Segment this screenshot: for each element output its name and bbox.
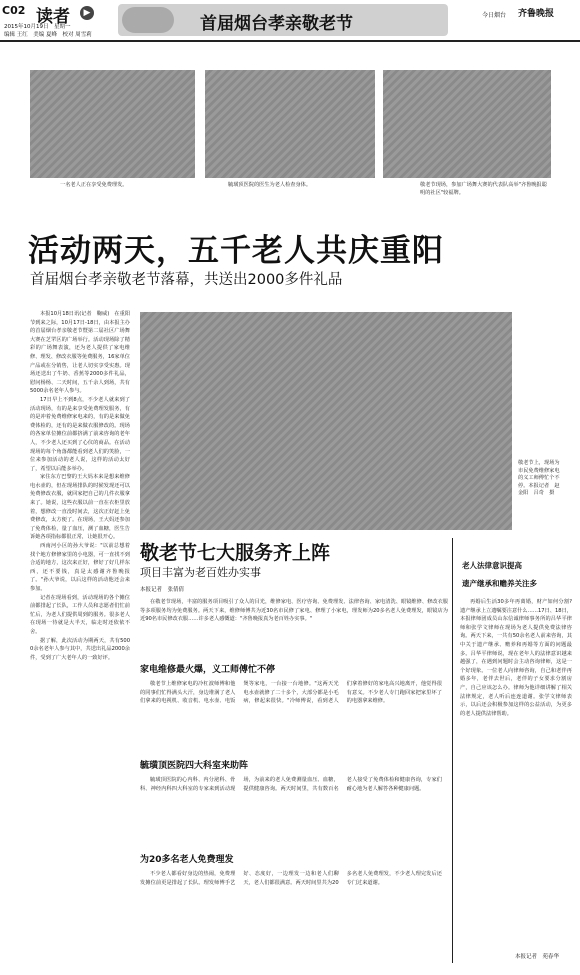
services-byline: 本报记者 张倩倩	[140, 587, 185, 593]
side-title-1: 老人法律意识提高	[462, 561, 522, 570]
services-subtitle: 项目丰富为老百姓办实事	[140, 566, 261, 579]
banner-title: 首届烟台孝亲敬老节	[200, 14, 353, 34]
caption-checkup: 毓璜顶医院的医生为老人检查身体。	[228, 182, 312, 188]
paper-city: 今日烟台	[482, 12, 507, 19]
masthead	[0, 0, 580, 42]
editors-line: 编辑 王红 美编 夏峰 校对 周雪莉	[4, 32, 92, 38]
hospital-body: 毓璜顶医院的心内科、内分泌科、骨科、神经内科四大科室的专家来到活动现场，为前来的老人免费测量血压、血糖，提供健康咨询。两天时间里，共有数百名老人接受了免费体检和健康咨询，专家们耐心地为老人解答各种健康问题。	[140, 777, 442, 792]
side-title-2: 遗产继承和赡养关注多	[462, 579, 537, 588]
main-headline: 活动两天，五千老人共庆重阳	[28, 233, 444, 269]
story-paragraph: 西南河小区的孙大爷说："以前总想着找个地方修修家里的小电器，可一直找不到合适的地方，这次来正好，修好了好几样东西，还不要钱，真是太感谢齐鲁晚报了。"孙大爷说，以后这样的活动他还会来参加。	[30, 543, 130, 592]
story-lead: 本报10月18日讯(记者 鞠威) 在重阳节到来之际，10月17日-18日，由本报主办的首届烟台孝亲敬老节暨第二届社区广场舞大赛在芝罘区的广场举行。活动现场除了精彩的广场舞表演，还为老人提供了家电维修、理发、修改衣服等免费服务，16家单位产品或在分销售，让老人切实享受实惠。现场还送出了牛奶、香蕉等2000多件礼品，慰问杨杨、二天时间，五千余人到场，共有5000余名老年人参与。	[30, 311, 130, 395]
sub-headline: 首届烟台孝亲敬老节落幕，共送出2000多件礼品	[30, 272, 343, 288]
side-body: 再婚后生活30多年再离婚，财产如何分割?遗产继承上立遗嘱要注意什么……17日、18日，本报律师团成员山东信诚律师事务所的吕华平律师和张学文律师在现场为老人提供免费法律咨询。两天下来，一共有50余名老人前来咨询，其中关于遗产继承、赡养和再婚等方面的问题最多。吕华平律师说，现在老年人的法律意识越来越强了，在遇到问题时会主动咨询律师，这是一个好现象。一位老人向律师咨询，自己和老伴再婚多年，老伴去世后，老伴的子女要求分割房产，自己应该怎么办。律师为他详细讲解了相关法律规定，老人听后连连道谢。张学文律师表示，以后还会积极参加这样的公益活动，为更多的老人提供法律帮助。	[460, 599, 572, 717]
haircut-body: 不少老人都看好身边的热闹，免费理发摊位前更是排起了长队。理发师傅手艺好、态度好，一边理发一边和老人们聊天，老人们都很满意。两天时间里共为20多名老人免费理发，不少老人理完发后还专门过来道谢。	[140, 871, 442, 886]
services-title: 敬老节七大服务齐上阵	[140, 542, 331, 564]
photo-appliance-repair	[140, 312, 512, 530]
caption-haircut: 一名老人正在享受免费理发。	[60, 182, 128, 188]
issue-date: 2015年10月19日 星期一	[4, 24, 71, 30]
section-heading-repair: 家电维修最火爆，义工师傅忙不停	[140, 665, 276, 675]
section-arrow-icon: ▶	[80, 6, 94, 20]
services-intro: 在敬老节现场，丰富的服务项目吸引了众人的目光，维修家电、医疗咨询、免费理发、法律咨询、家电清洗、眼镜维修、修改衣服等多项服务均为免费服务。两天下来，维修师傅共为近30名市民修了家电、修理了小家电，理发师为20多名老人免费理发，眼镜店为近90名市民修改衣服……许多老人感慨道："齐鲁晚报真为老百姓办实事。"	[140, 599, 448, 623]
caption-appliance-repair: 敬老节上，现场为市民免费维修家电的义工师傅忙个不停。本报记者 赵金阳 吕奇 摄	[518, 460, 560, 496]
side-byline: 本报记者 苑春华	[515, 954, 560, 960]
story-paragraph: 家住东方巴黎的王大妈本来是想来维修电水壶的，但在现场排队的时候发现还可以免费修改衣服，就回家把自己的几件衣服拿来了。她说，这些衣服以前一直在衣柜里放着，想修改一直没时间去，这次正好赶上免费修改，太方便了。在现场，王大妈还参加了免费体检，量了血压，测了血糖，医生告诉她各项指标都很正常，让她很开心。	[30, 474, 130, 541]
elders-illustration-icon	[122, 7, 174, 33]
photo-medical-checkup	[205, 70, 375, 178]
photo-dance-team	[383, 70, 551, 178]
page-number: C02	[2, 4, 26, 17]
photo-free-haircut	[30, 70, 195, 178]
paper-name-logo: 齐鲁晚报	[518, 9, 555, 19]
caption-dance: 敬老节现场，参加广场舞大赛的代表队高举"齐鲁晚报聪明的社区"较福牌。	[420, 182, 547, 196]
festival-banner	[118, 4, 448, 36]
column-divider	[452, 538, 453, 963]
section-heading-haircut: 为20多名老人免费理发	[140, 855, 234, 865]
section-name: 读者	[36, 7, 70, 27]
section-heading-hospital: 毓璜顶医院四大科室来助阵	[140, 761, 249, 771]
story-paragraph: 据了解，此次活动为期两天，共有5000余名老年人参与其中，共送出礼品2000余件，受到了广大老年人的一致好评。	[30, 637, 130, 661]
repair-body: 敬老节上维修家电的冷杠波师傅和他的同事们忙得满头大汗，身边堆满了老人们拿来的电视机、收音机、电水壶、电饭煲等家电，一台接一台地修。"这两天光电水壶就修了二十多个，大部分都是小毛病，修起来很快。"冷师傅说，看到老人们拿着修好的家电高兴地离开，他觉得很有意义。不少老人专门跑回家把家里坏了的电器拿来维修。	[140, 681, 442, 705]
story-paragraph: 记者在现场看到，活动现场的各个摊位前都排起了长队，工作人员和志愿者们忙前忙后，为老人们提供周到的服务。很多老人在现场一待就是大半天，临走时还依依不舍。	[30, 594, 130, 635]
main-story	[30, 310, 130, 962]
story-paragraph: 17日早上不到8点，不少老人就来到了活动现场，有的是来享受免费理发服务，有的是冲着免费维修家电来的，有的是来做免费体检的，还有的是来做衣服修改的。现场的各家单位摊位前都挤满了前来咨询的老年人，不少老人还买到了心仪的商品。在活动现场的每个角落都能看到老人们的笑脸，一位来参加活动的老人说，这样的活动太好了，希望以后能多举办。	[30, 396, 130, 472]
